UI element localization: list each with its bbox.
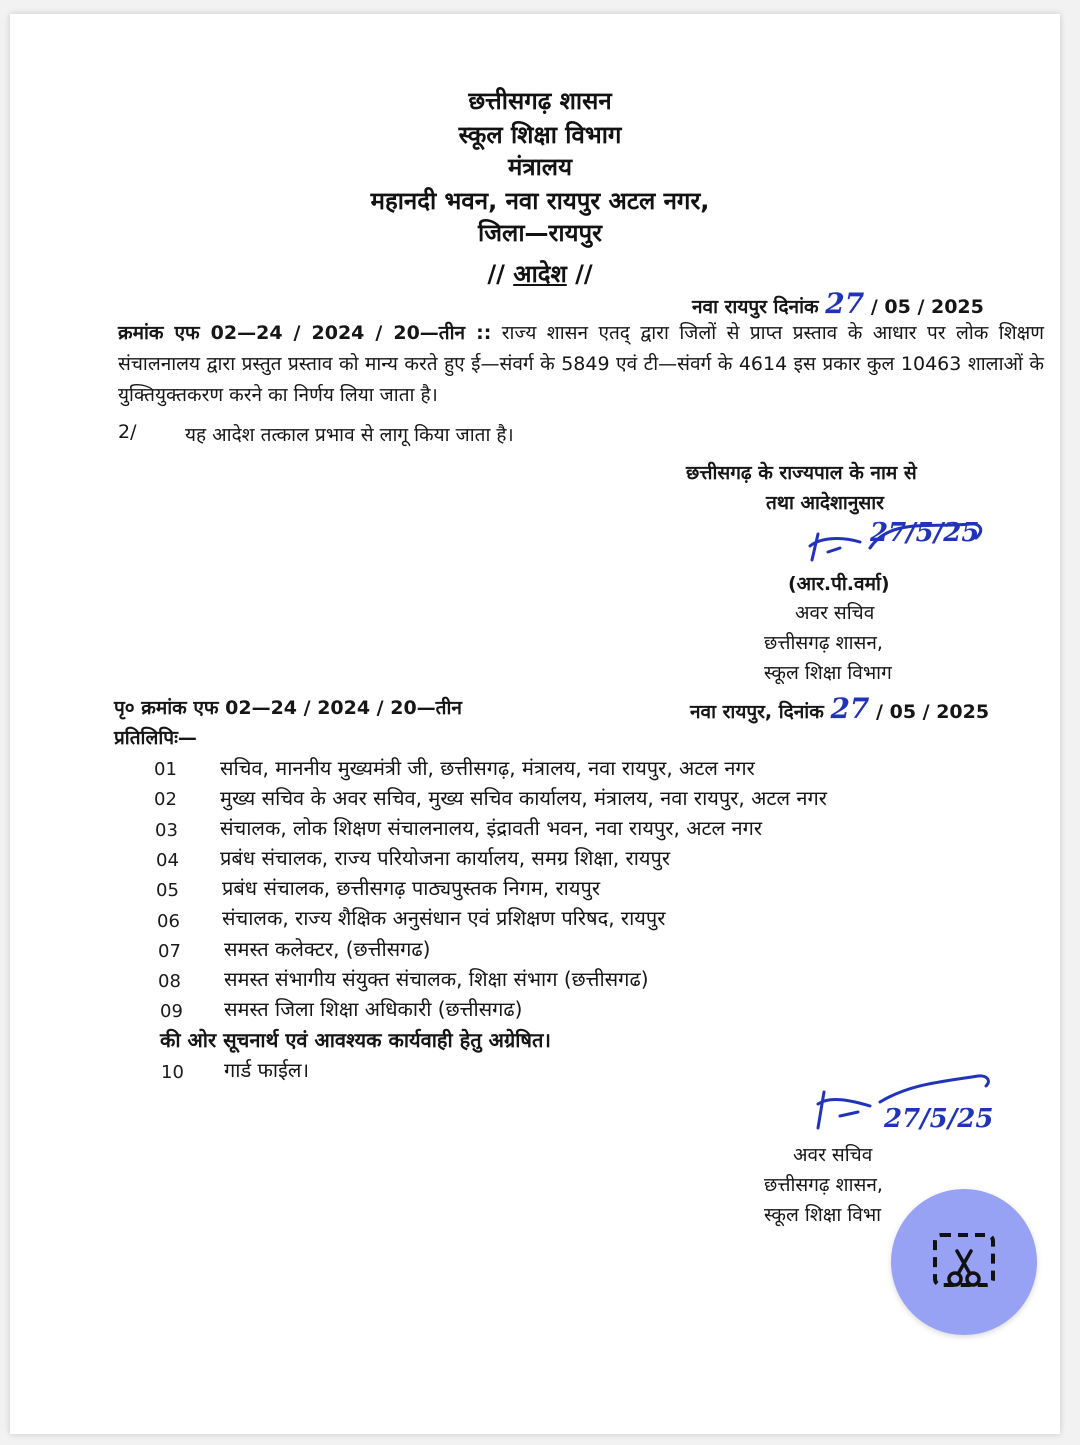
authority-line-1: छत्तीसगढ़ के राज्यपाल के नाम से (686, 462, 917, 484)
copy-list-number: 04 (156, 850, 179, 871)
paragraph-2-text: यह आदेश तत्काल प्रभाव से लागू किया जाता है। (185, 424, 514, 446)
signatory-org-2: स्कूल शिक्षा विभाग (764, 662, 892, 684)
signatory-name: (आर.पी.वर्मा) (788, 573, 890, 595)
second-signatory-org-1: छत्तीसगढ़ शासन, (764, 1174, 883, 1196)
screenshot-crop-button[interactable] (891, 1189, 1037, 1335)
endorsement-date (690, 692, 989, 725)
copy-list-item: प्रबंध संचालक, राज्य परियोजना कार्यालय, समग्र शिक्षा, रायपुर (220, 846, 671, 870)
endorsement-date-label: नवा रायपुर, दिनांक (690, 701, 824, 723)
copy-list-item: समस्त जिला शिक्षा अधिकारी (छत्तीसगढ) (224, 997, 523, 1021)
copy-list-number: 08 (158, 971, 181, 992)
forward-text: की ओर सूचनार्थ एवं आवश्यक कार्यवाही हेतु अग्रेषित। (160, 1028, 551, 1052)
second-signatory-designation: अवर सचिव (793, 1144, 873, 1166)
signatory-org-1: छत्तीसगढ़ शासन, (764, 632, 883, 654)
order-title (0, 257, 1080, 290)
copy-list-item: मुख्य सचिव के अवर सचिव, मुख्य सचिव कार्यालय, मंत्रालय, नवा रायपुर, अटल नगर (220, 786, 827, 810)
copy-list-item: प्रबंध संचालक, छत्तीसगढ़ पाठ्यपुस्तक निगम, रायपुर (222, 876, 601, 900)
order-body (118, 318, 1044, 411)
order-date-rest: / 05 / 2025 (870, 296, 984, 318)
order-title-suffix: // (575, 260, 593, 288)
copy-list-number: 09 (160, 1001, 183, 1022)
copy-list-item: समस्त संभागीय संयुक्त संचालक, शिक्षा संभाग (छत्तीसगढ) (224, 967, 649, 991)
endorsement-date-day: 27 (830, 692, 870, 725)
order-date-day: 27 (825, 287, 865, 320)
header-district: जिला—रायपुर (478, 219, 602, 247)
order-title-prefix: // (487, 260, 505, 288)
paragraph-2-number: 2/ (118, 421, 137, 443)
copy-list-number: 07 (158, 941, 181, 962)
order-text: राज्य शासन एतद् द्वारा जिलों से प्राप्त प्रस्ताव के आधार पर लोक शिक्षण संचालनालय द्वारा प्रस्तुत प्रस्ताव को मान्य करते हुए ई—संवर्ग के 5849 एवं टी—संवर्ग के 4614 इस प्रकार कुल 10463 शालाओं के युक्तियुक्तकरण करने का निर्णय लिया जाता है। (118, 322, 1045, 406)
order-date-label: नवा रायपुर दिनांक (692, 296, 819, 318)
copy-list-number: 02 (154, 789, 177, 810)
signature-2-date: 27/5/25 (884, 1104, 994, 1134)
header-ministry: मंत्रालय (507, 153, 572, 181)
guard-file-text: गार्ड फाईल। (224, 1058, 310, 1082)
guard-file-number: 10 (161, 1062, 184, 1083)
order-reference: क्रमांक एफ 02—24 / 2024 / 20—तीन :: (118, 322, 492, 344)
header-government: छत्तीसगढ़ शासन (468, 87, 612, 115)
copy-list-number: 03 (155, 820, 178, 841)
endorsement-reference: पृ० क्रमांक एफ 02—24 / 2024 / 20—तीन (114, 697, 462, 719)
header-address: महानदी भवन, नवा रायपुर अटल नगर, (370, 187, 710, 215)
copy-list-number: 01 (154, 759, 177, 780)
copy-list-number: 06 (157, 911, 180, 932)
header-department: स्कूल शिक्षा विभाग (458, 121, 622, 149)
signatory-designation: अवर सचिव (795, 602, 875, 624)
copy-list-number: 05 (156, 880, 179, 901)
copy-list-item: संचालक, लोक शिक्षण संचालनालय, इंद्रावती भवन, नवा रायपुर, अटल नगर (220, 816, 763, 840)
copy-list-item: संचालक, राज्य शैक्षिक अनुसंधान एवं प्रशिक्षण परिषद, रायपुर (222, 906, 666, 930)
endorsement-date-rest: / 05 / 2025 (876, 701, 990, 723)
order-title-word: आदेश (513, 260, 567, 288)
authority-line-2: तथा आदेशानुसार (766, 492, 884, 514)
copy-to-label: प्रतिलिपिः— (114, 727, 197, 749)
signature-1-date: 27/5/25 (870, 518, 980, 548)
order-date (692, 287, 984, 320)
copy-list-item: सचिव, माननीय मुख्यमंत्री जी, छत्तीसगढ़, मंत्रालय, नवा रायपुर, अटल नगर (220, 756, 755, 780)
screenshot-crop-icon (931, 1229, 997, 1295)
second-signatory-org-2: स्कूल शिक्षा विभा (764, 1204, 882, 1226)
copy-list-item: समस्त कलेक्टर, (छत्तीसगढ) (224, 937, 431, 961)
